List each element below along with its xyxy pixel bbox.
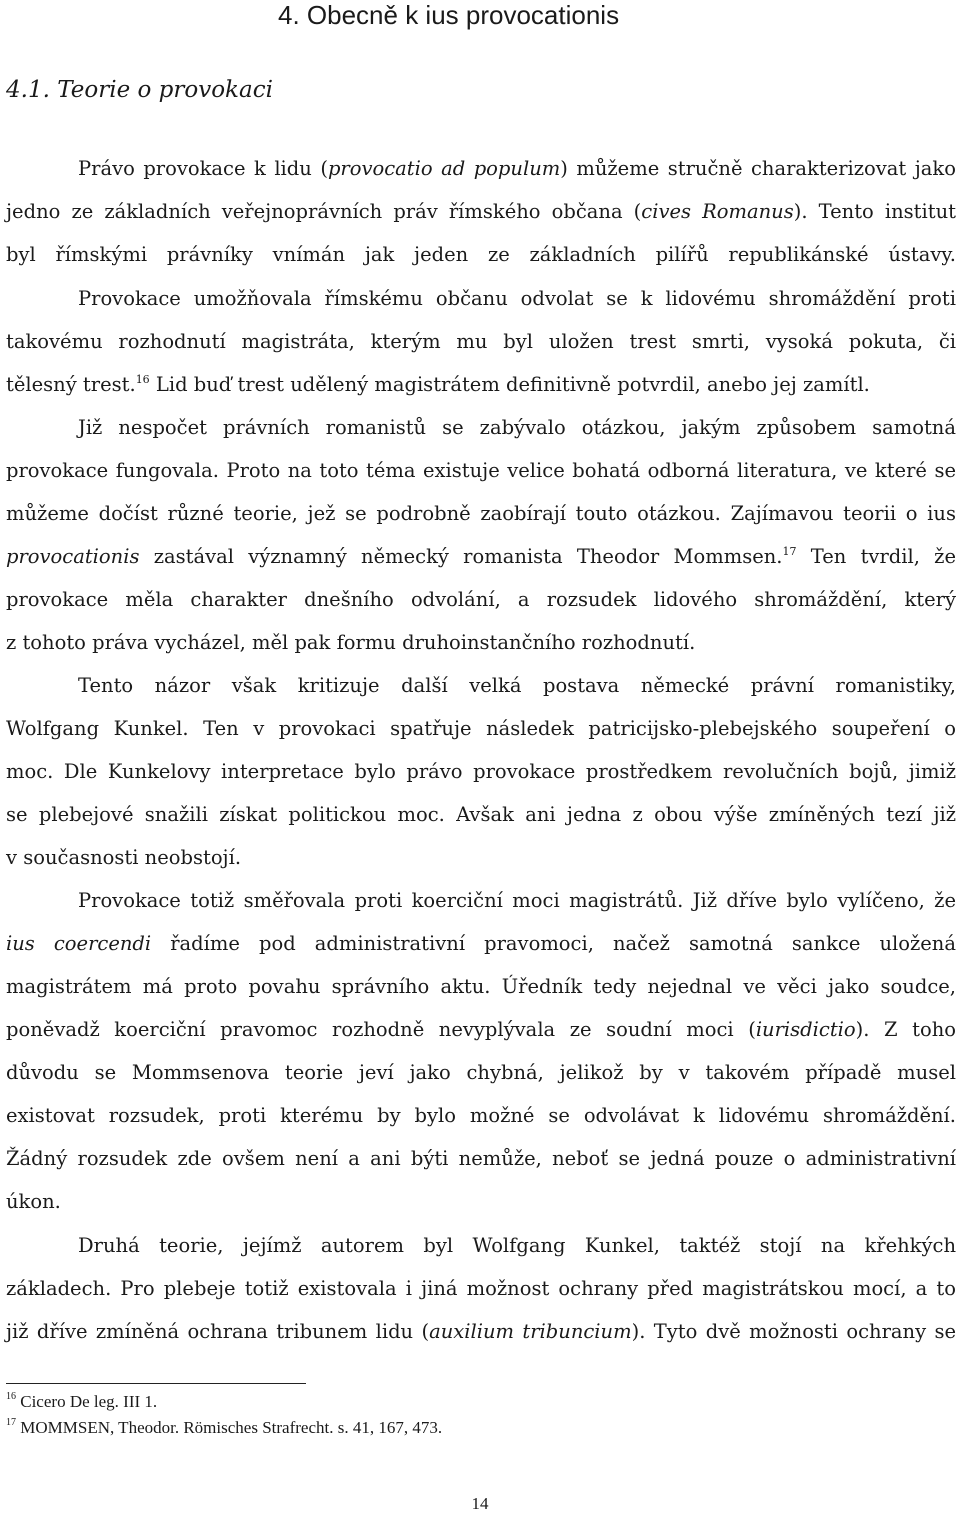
text-line: Provokace umožňovala římskému občanu odvolat se k lidovému shromáždění proti	[78, 287, 956, 310]
text-line: provokace fungovala. Proto na toto téma existuje velice bohatá odborná literatura, ve které se	[6, 459, 956, 482]
italic-term: ius coercendi	[6, 932, 152, 955]
text-line: Již nespočet právních romanistů se zabývalo otázkou, jakým způsobem samotná	[78, 416, 956, 439]
footnote	[6, 1392, 157, 1412]
text-run: ). Tento institut	[793, 200, 956, 223]
italic-term: auxilium tribuncium	[429, 1320, 632, 1343]
text-line: existovat rozsudek, proti kterému by bylo možné se odvolávat k lidovému shromáždění.	[6, 1104, 956, 1127]
text-line	[6, 929, 956, 959]
text-line: moc. Dle Kunkelovy interpretace bylo právo provokace prostředkem revolučních bojů, jimiž	[6, 760, 956, 783]
text-line: magistrátem má proto povahu správního aktu. Úředník tedy nejednal ve věci jako soudce,	[6, 975, 956, 998]
italic-term: iurisdictio	[755, 1018, 856, 1041]
text-line: důvodu se Mommsenova teorie jeví jako chybná, jelikož by v takovém případě musel	[6, 1061, 956, 1084]
text-line: Žádný rozsudek zde ovšem není a ani býti nemůže, neboť se jedná pouze o administrativní	[6, 1147, 956, 1170]
text-line: provokace měla charakter dnešního odvolání, a rozsudek lidového shromáždění, který	[6, 588, 956, 611]
text-line: základech. Pro plebeje totiž existovala i jiná možnost ochrany před magistrátskou mocí, a to	[6, 1277, 956, 1300]
text-run: Lid buď trest udělený magistrátem definitivně potvrdil, anebo jej zamítl.	[149, 373, 870, 396]
text-line	[78, 154, 956, 184]
text-line: Tento názor však kritizuje další velká postava německé právní romanistiky,	[78, 674, 956, 697]
text-run: ) můžeme stručně charakterizovat jako	[560, 157, 956, 180]
text-run: tělesný trest.	[6, 373, 136, 396]
text-line	[6, 542, 956, 572]
footnote-text: Cicero De leg. III 1.	[20, 1392, 158, 1411]
text-line: Provokace totiž směřovala proti koerciční moci magistrátů. Již dříve bylo vylíčeno, že	[78, 889, 956, 912]
text-line: takovému rozhodnutí magistráta, kterým mu byl uložen trest smrti, vysoká pokuta, či	[6, 330, 956, 353]
footnote-number: 17	[6, 1417, 16, 1428]
text-run: poněvadž koerciční pravomoc rozhodně nevyplývala ze soudní moci (	[6, 1018, 756, 1041]
footnote-separator	[6, 1383, 306, 1384]
text-run: jedno ze základních veřejnoprávních práv římského občana (	[6, 200, 642, 223]
text-line: se plebejové snažili získat politickou moc. Avšak ani jedna z obou výše zmíněných tezí již	[6, 803, 956, 826]
text-run: ). Z toho	[855, 1018, 956, 1041]
text-line	[6, 197, 956, 227]
section-title: 4.1. Teorie o provokaci	[6, 77, 273, 103]
italic-term: provocationis	[6, 545, 140, 568]
text-line	[6, 370, 956, 400]
text-line: Druhá teorie, jejímž autorem byl Wolfgang Kunkel, taktéž stojí na křehkých	[78, 1234, 956, 1257]
italic-term: cives Romanus	[641, 200, 794, 223]
text-line: Wolfgang Kunkel. Ten v provokaci spatřuje následek patricijsko-plebejského soupeření o	[6, 717, 956, 740]
text-line	[6, 1015, 956, 1045]
page-number: 14	[471, 1494, 489, 1513]
italic-term: provocatio ad populum	[327, 157, 561, 180]
footnote-marker: 16	[135, 373, 150, 386]
text-run: ). Tyto dvě možnosti ochrany se	[631, 1320, 957, 1343]
footnote-number: 16	[6, 1391, 16, 1402]
text-line: v současnosti neobstojí.	[6, 846, 242, 869]
footnote-text: MOMMSEN, Theodor. Römisches Strafrecht. s. 41, 167, 473.	[20, 1418, 443, 1437]
text-run: zastával významný německý romanista Theodor Mommsen.	[139, 545, 783, 568]
text-run: již dříve zmíněná ochrana tribunem lidu (	[6, 1320, 430, 1343]
chapter-title: 4. Obecně k ius provocationis	[278, 0, 620, 30]
footnote	[6, 1418, 442, 1438]
text-line: z tohoto práva vycházel, měl pak formu druhoinstančního rozhodnutí.	[6, 631, 696, 654]
text-line: byl římskými právníky vnímán jak jeden ze základních pilířů republikánské ústavy.	[6, 243, 956, 266]
text-line: úkon.	[6, 1190, 61, 1213]
footnote-marker: 17	[782, 545, 797, 558]
text-run: Právo provokace k lidu (	[78, 157, 328, 180]
text-line: můžeme dočíst různé teorie, jež se podrobně zaobírají touto otázkou. Zajímavou teorii o ius	[6, 502, 956, 525]
text-run: řadíme pod administrativní pravomoci, načež samotná sankce uložená	[151, 932, 956, 955]
text-line	[6, 1317, 956, 1347]
text-run: Ten tvrdil, že	[796, 545, 956, 568]
